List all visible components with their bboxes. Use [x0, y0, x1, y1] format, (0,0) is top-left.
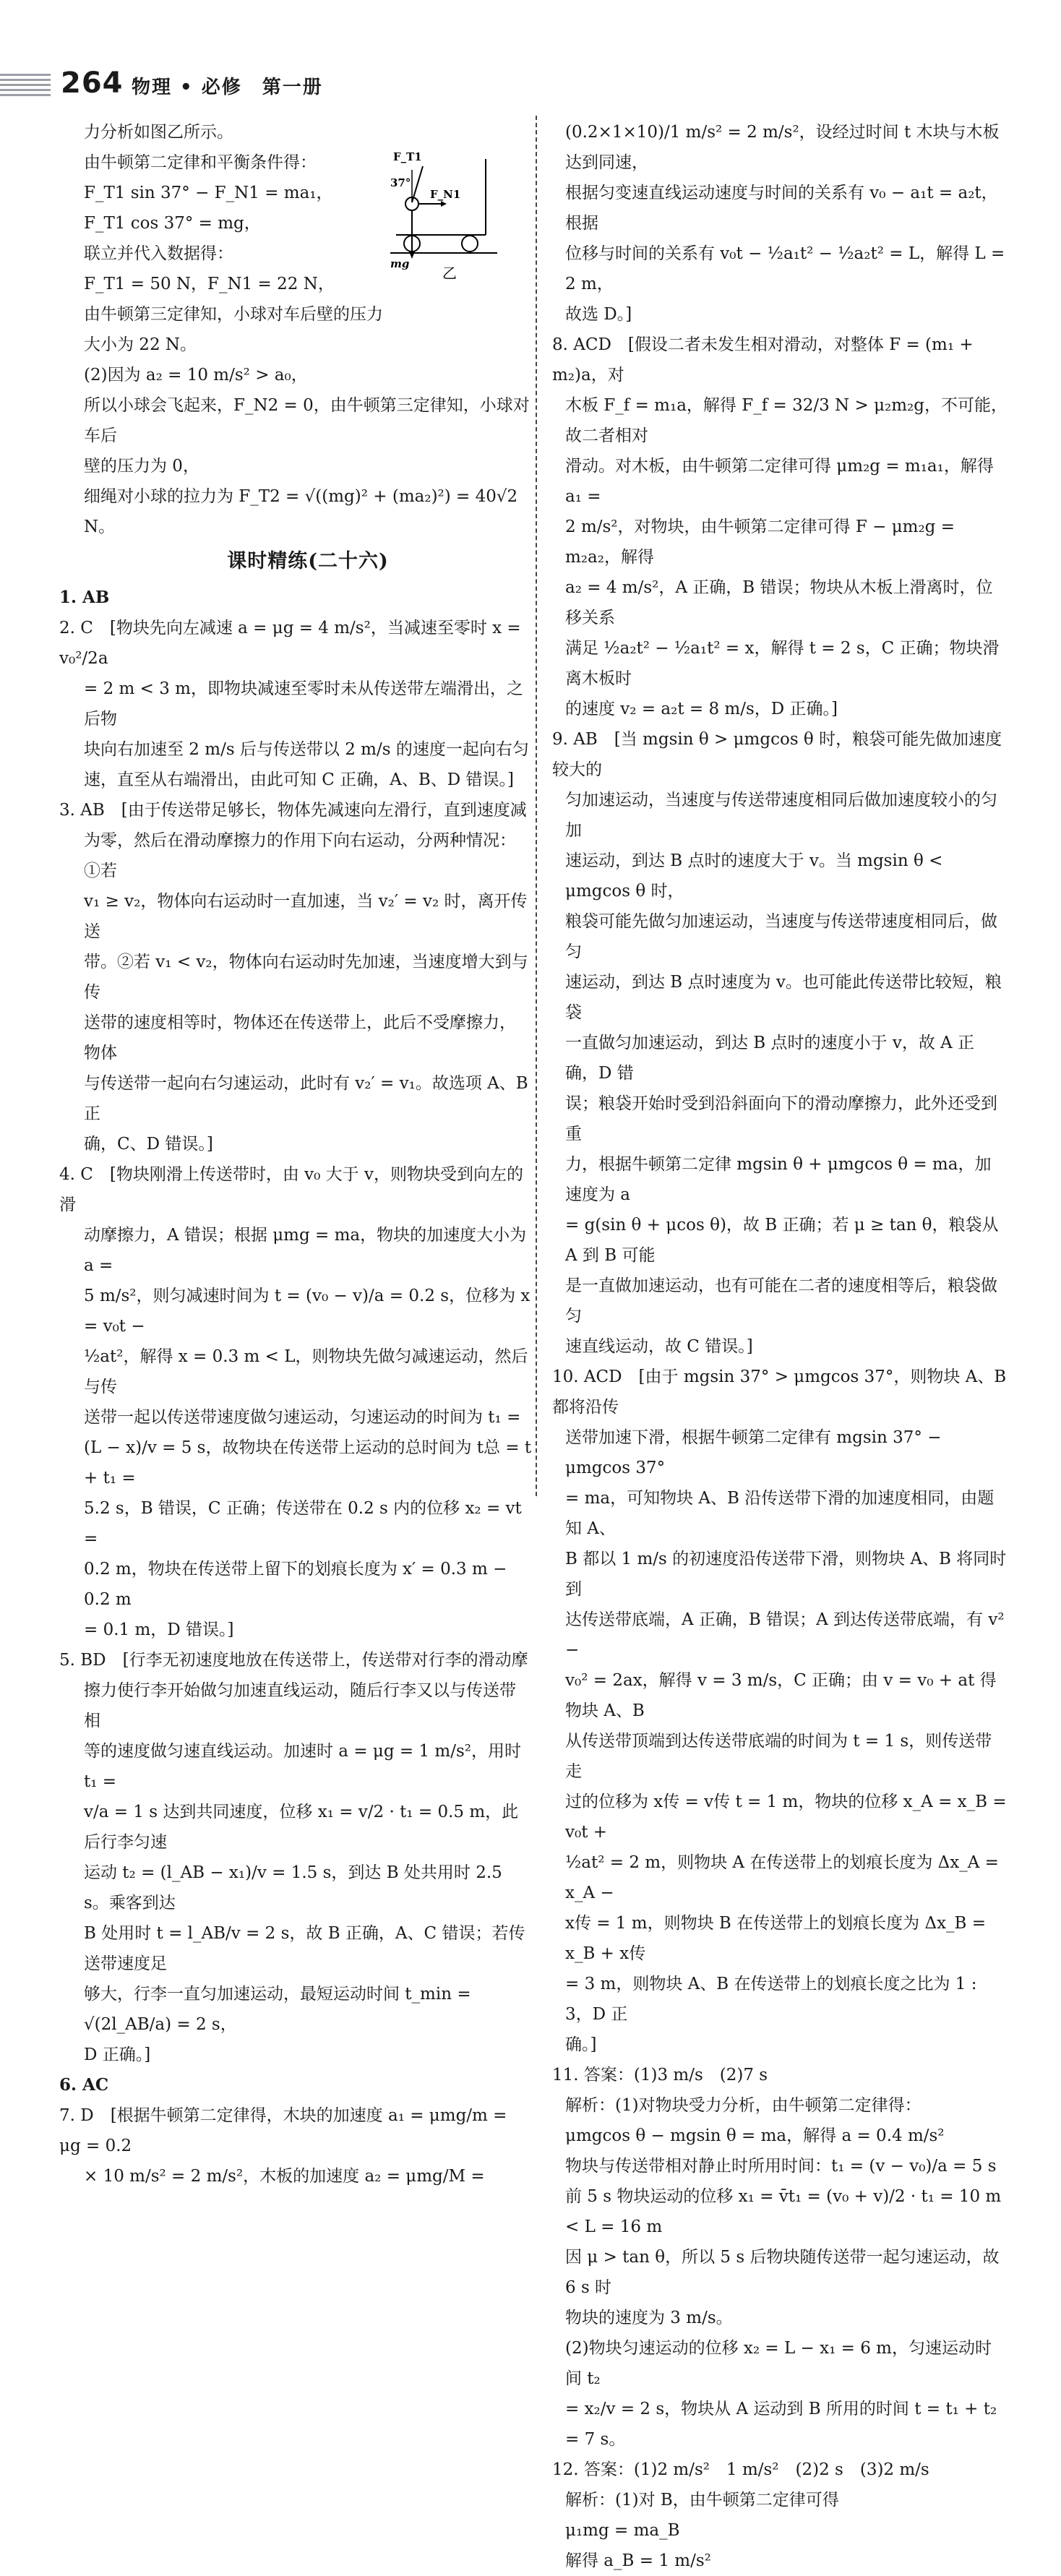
text-line: 确。] [565, 2035, 597, 2054]
left-column [59, 117, 532, 2191]
text-line: 因 μ > tan θ，所以 5 s 后物块随传送带一起匀速运动，故 6 s 时 [565, 2248, 1000, 2297]
text-line: 速运动，到达 B 点时速度为 v。也可能此传送带比较短，粮袋 [565, 973, 1002, 1022]
text-line: 力分析如图乙所示。 [84, 123, 233, 142]
text-line: 由牛顿第二定律和平衡条件得： [84, 153, 317, 172]
answer-line: 速，直至从右端滑出，由此可知 C 正确，A、B、D 错误。] [84, 770, 514, 789]
answer-line: 块向右加速至 2 m/s 后与传送带以 2 m/s 的速度一起向右匀 [84, 740, 529, 759]
answer-line: 5 m/s²，则匀减速时间为 t = (v₀ − v)/a = 0.2 s，位移为 x = v₀t − [84, 1287, 530, 1336]
label-fn1: F_N1 [430, 188, 461, 201]
text-line: 速运动，到达 B 点时的速度大于 v。当 mgsin θ < μmgcos θ 时， [565, 851, 943, 901]
text-line: 解析：(1)对 B，由牛顿第二定律可得 [565, 2491, 839, 2510]
label-ft1: F_T1 [393, 150, 422, 163]
text-line: 故选 D。] [565, 305, 632, 324]
answer-line: 5. BD [行李无初速度地放在传送带上，传送带对行李的滑动摩 [59, 1651, 528, 1670]
answer-line: 与传送带一起向右匀速运动，此时有 v₂′ = v₁。故选项 A、B 正 [84, 1074, 528, 1123]
text-line: 满足 ½a₂t² − ½a₁t² = x，解得 t = 2 s，C 正确；物块滑离木板时 [565, 639, 1000, 688]
text-line: = 3 m，则物块 A、B 在传送带上的划痕长度之比为 1 : 3，D 正 [565, 1975, 977, 2024]
text-line: 误；粮袋开始时受到沿斜面向下的滑动摩擦力，此外还受到重 [565, 1094, 997, 1143]
answer-line: 送带的速度相等时，物体还在传送带上，此后不受摩擦力，物体 [84, 1013, 516, 1062]
text-line: 前 5 s 物块运动的位移 x₁ = v̄t₁ = (v₀ + v)/2 · t₁ = 10 m < L = 16 m [565, 2187, 1002, 2236]
text-line: (0.2×1×10)/1 m/s² = 2 m/s²，设经过时间 t 木块与木板达到同速， [565, 123, 1000, 172]
text-line: 由牛顿第三定律知，小球对车后壁的压力 [84, 305, 383, 324]
text-line: 解析：(1)对物块受力分析，由牛顿第二定律得： [565, 2096, 922, 2115]
text-line: 匀加速运动，当速度与传送带速度相同后做加速度较小的匀加 [565, 791, 997, 840]
answer-line: 2. C [物块先向左减速 a = μg = 4 m/s²，当减速至零时 x = v₀²/2a [59, 619, 521, 668]
text-line: = g(sin θ + μcos θ)，故 B 正确；若 μ ≥ tan θ，粮袋从 A 到 B 可能 [565, 1216, 999, 1265]
answer-line: 等的速度做匀速直线运动。加速时 a = μg = 1 m/s²，用时 t₁ = [84, 1742, 522, 1791]
text-line: (2)物块匀速运动的位移 x₂ = L − x₁ = 6 m，匀速运动时间 t₂ [565, 2339, 992, 2388]
answer-line: 擦力使行李开始做匀加速直线运动，随后行李又以与传送带相 [84, 1681, 516, 1730]
text-line: = ma，可知物块 A、B 沿传送带下滑的加速度相同，由题知 A、 [565, 1489, 995, 1538]
answer-line: 为零，然后在滑动摩擦力的作用下向右运动，分两种情况：①若 [84, 831, 516, 880]
answer-line: 7. D [根据牛顿第二定律得，木块的加速度 a₁ = μmg/m = μg = 0.2 [59, 2106, 507, 2155]
text-line: 10. ACD [由于 mgsin 37° > μmgcos 37°，则物块 A、B 都将沿传 [552, 1368, 1007, 1417]
page-number: 264 [61, 66, 124, 100]
text-line: 木板 F_f = m₁a，解得 F_f = 32/3 N > μ₂m₂g，不可能，故二者相对 [565, 396, 1008, 445]
text-line: 12. 答案：(1)2 m/s² 1 m/s² (2)2 s (3)2 m/s [552, 2460, 929, 2479]
answer-line: = 0.1 m，D 错误。] [84, 1620, 234, 1639]
text-line: 壁的压力为 0， [84, 457, 199, 476]
text-line: μmgcos θ − mgsin θ = ma，解得 a = 0.4 m/s² [565, 2126, 945, 2145]
text-line: 2 m/s²，对物块，由牛顿第二定律可得 F − μm₂g = m₂a₂，解得 [565, 518, 955, 567]
right-column [552, 117, 1008, 2576]
text-line: F_T1 sin 37° − F_N1 = ma₁， [84, 184, 333, 202]
text-line: 一直做匀加速运动，到达 B 点时的速度小于 v，故 A 正确，D 错 [565, 1034, 975, 1083]
text-line: 9. AB [当 mgsin θ > μmgcos θ 时，粮袋可能先做加速度较大的 [552, 730, 1002, 779]
answer-line: 送带一起以传送带速度做匀速运动，匀速运动的时间为 t₁ = [84, 1408, 521, 1427]
text-line: 根据匀变速直线运动速度与时间的关系有 v₀ − a₁t = a₂t，根据 [565, 184, 998, 233]
text-line: 速直线运动，故 C 错误。] [565, 1337, 753, 1356]
text-line: (2)因为 a₂ = 10 m/s² > a₀， [84, 366, 308, 385]
text-line: 物块的速度为 3 m/s。 [565, 2309, 733, 2327]
section-title: 课时精练(二十六) [227, 550, 389, 572]
text-line: F_T1 = 50 N，F_N1 = 22 N， [84, 275, 335, 293]
answer-line: 运动 t₂ = (l_AB − x₁)/v = 1.5 s，到达 B 处共用时 2.5 s。乘客到达 [84, 1863, 502, 1912]
text-line: x传 = 1 m，则物块 B 在传送带上的划痕长度为 Δx_B = x_B + x传 [565, 1914, 987, 1963]
answer-line: 4. C [物块刚滑上传送带时，由 v₀ 大于 v，则物块受到向左的滑 [59, 1165, 523, 1214]
header-stripes [0, 72, 51, 101]
text-line: μ₁mg = ma_B [565, 2521, 680, 2540]
text-line: 的速度 v₂ = a₂t = 8 m/s，D 正确。] [565, 700, 838, 718]
answer-line: 够大，行李一直匀加速运动，最短运动时间 t_min = √(2l_AB/a) = 2 s， [84, 1985, 471, 2034]
text-line: 送带加速下滑，根据牛顿第二定律有 mgsin 37° − μmgcos 37° [565, 1428, 942, 1477]
text-line: 达传送带底端，A 正确，B 错误；A 到达传送带底端，有 v² − [565, 1610, 1005, 1660]
text-line: 联立并代入数据得： [84, 244, 233, 263]
answer-line: v/a = 1 s 达到共同速度，位移 x₁ = v/2 · t₁ = 0.5 m，此后行李匀速 [84, 1803, 519, 1852]
text-line: 大小为 22 N。 [84, 335, 197, 354]
answer-line: 确，C、D 错误。] [84, 1135, 213, 1154]
answer-line: 6. AC [59, 2075, 109, 2095]
text-line: 粮袋可能先做匀加速运动，当速度与传送带速度相同后，做匀 [565, 912, 997, 961]
column-divider [536, 116, 537, 1496]
answer-line: × 10 m/s² = 2 m/s²，木板的加速度 a₂ = μmg/M = [84, 2167, 485, 2186]
text-line: 11. 答案：(1)3 m/s (2)7 s [552, 2066, 768, 2085]
text-line: 所以小球会飞起来，F_N2 = 0，由牛顿第三定律知，小球对车后 [84, 396, 530, 445]
label-mg: mg [390, 257, 410, 270]
figure-caption: 乙 [442, 265, 457, 282]
answer-line: v₁ ≥ v₂，物体向右运动时一直加速，当 v₂′ = v₂ 时，离开传送 [84, 892, 528, 941]
answer-line: D 正确。] [84, 2045, 151, 2064]
text-line: 8. ACD [假设二者未发生相对滑动，对整体 F = (m₁ + m₂)a，对 [552, 335, 974, 385]
book-title: 物理 • 必修 第一册 [132, 77, 323, 98]
text-line: 滑动。对木板，由牛顿第二定律可得 μm₂g = m₁a₁，解得 a₁ = [565, 457, 994, 506]
label-angle: 37° [390, 176, 411, 189]
answer-line: 带。②若 v₁ < v₂，物体向右运动时先加速，当速度增大到与传 [84, 953, 528, 1002]
answer-line: 3. AB [由于传送带足够长，物体先减速向左滑行，直到速度减 [59, 801, 527, 820]
answer-line: = 2 m < 3 m，即物块减速至零时未从传送带左端滑出，之后物 [84, 679, 523, 729]
text-line: 位移与时间的关系有 v₀t − ½a₁t² − ½a₂t² = L，解得 L = 2 m， [565, 244, 1005, 293]
text-line: F_T1 cos 37° = mg， [84, 214, 261, 233]
text-line: 物块与传送带相对静止时所用时间：t₁ = (v − v₀)/a = 5 s [565, 2157, 997, 2176]
answer-line: 动摩擦力，A 错误；根据 μmg = ma，物块的加速度大小为 a = [84, 1226, 527, 1275]
text-line: 过的位移为 x传 = v传 t = 1 m，物块的位移 x_A = x_B = v₀t + [565, 1793, 1007, 1842]
text-line: = x₂/v = 2 s，物块从 A 运动到 B 所用的时间 t = t₁ + t₂ = 7 s。 [565, 2400, 997, 2449]
text-line: a₂ = 4 m/s²，A 正确，B 错误；物块从木板上滑离时，位移关系 [565, 578, 993, 627]
text-line: v₀² = 2ax，解得 v = 3 m/s，C 正确；由 v = v₀ + at 得物块 A、B [565, 1671, 997, 1720]
answer-line: ½at²，解得 x = 0.3 m < L，则物块先做匀减速运动，然后与传 [84, 1347, 528, 1396]
answer-line: 5.2 s，B 错误，C 正确；传送带在 0.2 s 内的位移 x₂ = vt = [84, 1499, 522, 1548]
answer-line: (L − x)/v = 5 s，故物块在传送带上运动的总时间为 t总 = t + t₁ = [84, 1438, 532, 1487]
answer-line: 1. AB [59, 588, 110, 607]
text-line: ½at² = 2 m，则物块 A 在传送带上的划痕长度为 Δx_A = x_A − [565, 1853, 999, 1902]
answer-line: 0.2 m，物块在传送带上留下的划痕长度为 x′ = 0.3 m − 0.2 m [84, 1560, 507, 1609]
answer-line: B 处用时 t = l_AB/v = 2 s，故 B 正确，A、C 错误；若传送带速度足 [84, 1924, 525, 1973]
text-line: 细绳对小球的拉力为 F_T2 = √((mg)² + (ma₂)²) = 40√2 N。 [84, 487, 518, 536]
text-line: B 都以 1 m/s 的初速度沿传送带下滑，则物块 A、B 将同时到 [565, 1550, 1007, 1599]
text-line: 从传送带顶端到达传送带底端的时间为 t = 1 s，则传送带走 [565, 1732, 992, 1781]
text-line: 解得 a_B = 1 m/s² [565, 2551, 711, 2570]
text-line: 是一直做加速运动，也有可能在二者的速度相等后，粮袋做匀 [565, 1276, 997, 1326]
text-line: 力，根据牛顿第二定律 mgsin θ + μmgcos θ = ma，加速度为 a [565, 1155, 992, 1204]
